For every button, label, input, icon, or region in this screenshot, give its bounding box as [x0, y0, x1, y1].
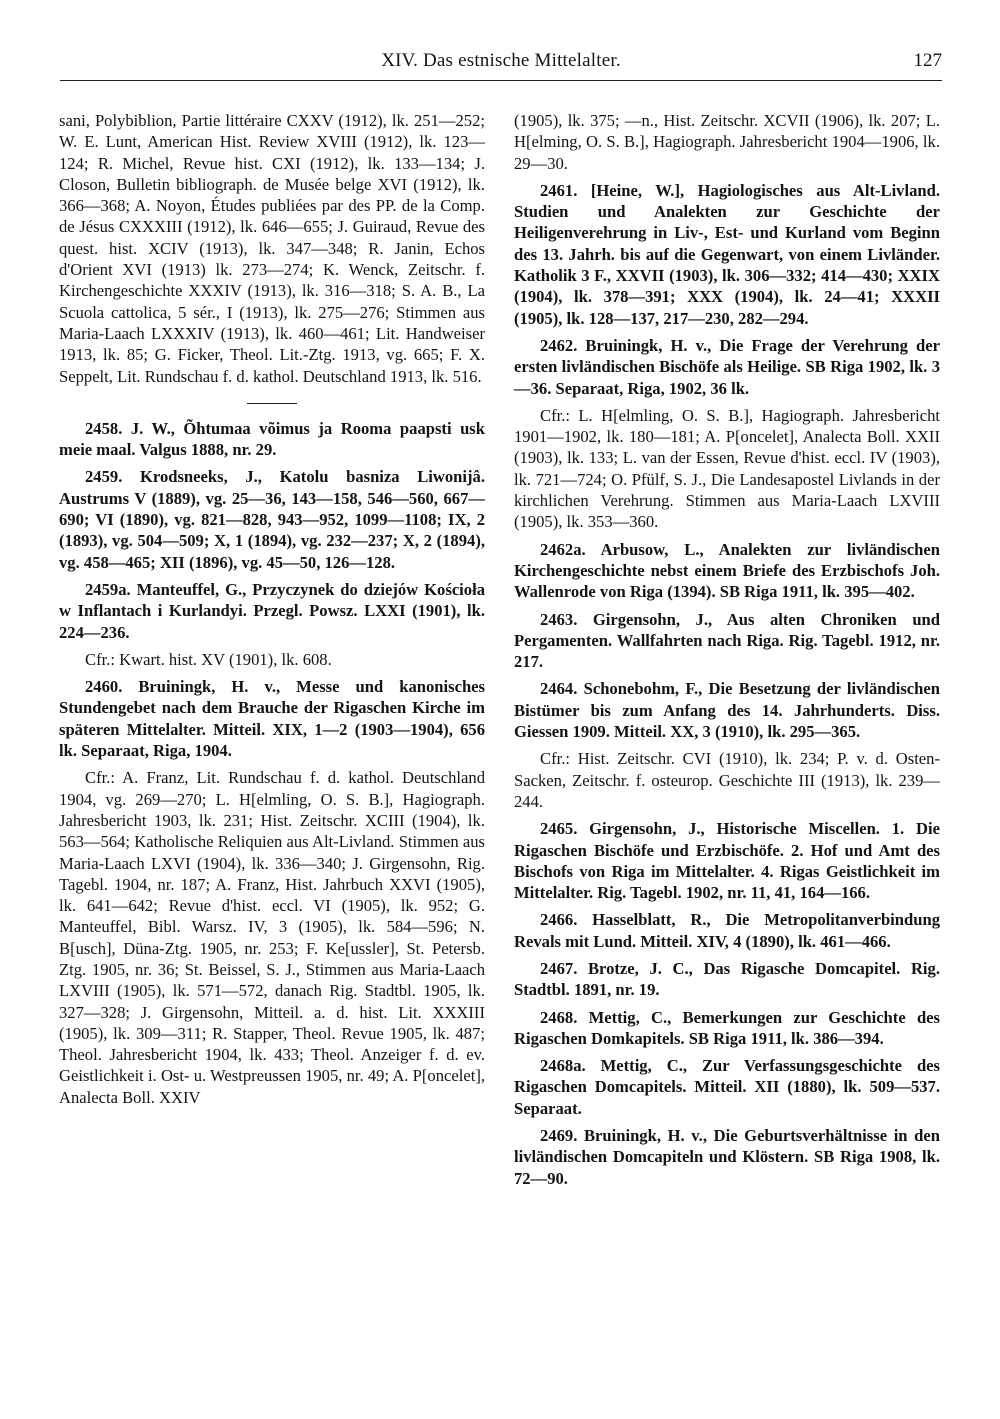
- entry-2458: 2458. J. W., Õhtumaa võimus ja Rooma paapsti usk meie maal. Valgus 1888, nr. 29.: [59, 418, 485, 460]
- entry-2460: 2460. Bruiningk, H. v., Messe und kanonisches Stundengebet nach dem Brauche der Rigaschen Kirche im späteren Mittelalter. Mitteil. XIX, 1—2 (1903—1904), 656 lk. Separaat, Riga, 1904.: [59, 677, 485, 761]
- entry-2466: 2466. Hasselblatt, R., Die Metropolitanverbindung Revals mit Lund. Mitteil. XIV, 4 (1890), lk. 461—466.: [514, 910, 940, 951]
- page-number: 127: [913, 50, 942, 71]
- running-title: XIV. Das estnische Mittelalter.: [381, 50, 621, 71]
- entry-2468a: 2468a. Mettig, C., Zur Verfassungsgeschichte des Rigaschen Domcapitels. Mitteil. XII (1880), lk. 509—537. Separaat.: [514, 1056, 940, 1118]
- left-column: [59, 110, 485, 1114]
- continued-reviews-text: sani, Polybiblion, Partie littéraire CXXV (1912), lk. 251—252; W. E. Lunt, American Hist. Review XVIII (1912), lk. 123—124; R. Michel, Revue hist. CXI (1912), lk. 133—134; J. Closon, Bulletin bibliograph. de Musée belge XVI (1912), lk. 366—368; A. Noyon, Études publiées par des PP. de la Comp. de Jésus CXXXIII (1912), lk. 646—655; J. Guiraud, Revue des quest. hist. XCIV (1913), lk. 347—348; R. Janin, Echos d'Orient XVI (1913) lk. 273—274; K. Wenck, Zeitschr. f. Kirchengeschichte XXXIV (1913), lk. 316—318; S. A. B., La Scuola cattolica, 5 sér., I (1913), lk. 275—276; Stimmen aus Maria-Laach LXXXIV (1913), lk. 460—461; Lit. Handweiser 1913, lk. 85; G. Ficker, Theol. Lit.-Ztg. 1913, vg. 665; F. X. Seppelt, Lit. Rundschau f. d. kathol. Deutschland 1913, lk. 516.: [59, 111, 485, 386]
- entry-2467: 2467. Brotze, J. C., Das Rigasche Domcapitel. Rig. Stadtbl. 1891, nr. 19.: [514, 958, 940, 1000]
- cfr-2459a: Cfr.: Kwart. hist. XV (1901), lk. 608.: [85, 649, 332, 669]
- continued-cfr-text: (1905), lk. 375; —n., Hist. Zeitschr. XCVII (1906), lk. 207; L. H[elming, O. S. B.], Hagiograph. Jahresbericht 1904—1906, lk. 29—30.: [514, 111, 940, 173]
- entry-2459a: 2459a. Manteuffel, G., Przyczynek do dziejów Kościoła w Inflantach i Kurlandyi. Przegl. Powsz. LXXI (1901), lk. 224—236.: [59, 579, 485, 642]
- page-header: [60, 46, 942, 81]
- entry-2462a: 2462a. Arbusow, L., Analekten zur livländischen Kirchengeschichte nebst einem Briefe des Erzbischofs Joh. Wallenrode von Riga (1394). SB Riga 1911, lk. 395—402.: [514, 539, 940, 602]
- entry-2468: 2468. Mettig, C., Bemerkungen zur Geschichte des Rigaschen Domkapitels. SB Riga 1911, lk. 386—394.: [514, 1007, 940, 1048]
- entry-2469: 2469. Bruiningk, H. v., Die Geburtsverhältnisse in den livländischen Domcapiteln und Klöstern. SB Riga 1908, lk. 72—90.: [514, 1126, 940, 1188]
- entry-2465: 2465. Girgensohn, J., Historische Miscellen. 1. Die Rigaschen Bischöfe und Erzbischöfe. 2. Hof und Amt des Bischofs von Riga im Mittelalter. 4. Rigas Geistlichkeit im Mittelalter. Rig. Tagebl. 1902, nr. 11, 41, 164—166.: [514, 819, 940, 903]
- right-column: [514, 110, 940, 1195]
- cfr-2462: Cfr.: L. H[elmling, O. S. B.], Hagiograph. Jahresbericht 1901—1902, lk. 180—181; A. P[oncelet], Analecta Boll. XXII (1903), lk. 133; L. van der Essen, Revue d'hist. eccl. IV (1903), lk. 721—724; O. Pfülf, S. J., Die Landesapostel Livlands in der kirchlichen Verehrung. Stimmen aus Maria-Laach LXVIII (1905), lk. 353—360.: [514, 405, 940, 532]
- section-divider: [247, 403, 297, 404]
- entry-2461: 2461. [Heine, W.], Hagiologisches aus Alt-Livland. Studien und Analekten zur Geschichte der Heiligenverehrung in Liv-, Est- und Kurland vom Beginn des 13. Jahrh. bis auf die Gegenwart, von einem Livländer. Katholik 3 F., XXVII (1903), lk. 306—332; 414—430; XXIX (1904), lk. 378—391; XXX (1904), lk. 24—41; XXXII (1905), lk. 128—137, 217—230, 282—294.: [514, 180, 940, 328]
- entry-2464: 2464. Schonebohm, F., Die Besetzung der livländischen Bistümer bis zum Anfang des 14. Jahrhunderts. Diss. Giessen 1909. Mitteil. XX, 3 (1910), lk. 295—365.: [514, 679, 940, 742]
- entry-2462: 2462. Bruiningk, H. v., Die Frage der Verehrung der ersten livländischen Bischöfe als Heilige. SB Riga 1902, lk. 3—36. Separaat, Riga, 1902, 36 lk.: [514, 335, 940, 398]
- cfr-2464: Cfr.: Hist. Zeitschr. CVI (1910), lk. 234; P. v. d. Osten-Sacken, Zeitschr. f. osteurop. Geschichte III (1913), lk. 239—244.: [514, 749, 940, 811]
- entry-2459: 2459. Krodsneeks, J., Katolu basniza Liwonijâ. Austrums V (1889), vg. 25—36, 143—158, 546—560, 667—690; VI (1890), vg. 821—828, 943—952, 1099—1108; IX, 2 (1893), vg. 504—509; X, 1 (1894), vg. 232—237; X, 2 (1894), vg. 458—465; XII (1896), vg. 45—50, 126—128.: [59, 467, 485, 572]
- entry-2463: 2463. Girgensohn, J., Aus alten Chroniken und Pergamenten. Wallfahrten nach Riga. Rig. Tagebl. 1912, nr. 217.: [514, 609, 940, 672]
- cfr-2460: Cfr.: A. Franz, Lit. Rundschau f. d. kathol. Deutschland 1904, vg. 269—270; L. H[elmling, O. S. B.], Hagiograph. Jahresbericht 1903, lk. 231; Hist. Zeitschr. XCIII (1904), lk. 563—564; Katholische Reliquien aus Alt-Livland. Stimmen aus Maria-Laach LXVI (1904), lk. 336—340; J. Girgensohn, Rig. Tagebl. 1904, nr. 187; A. Franz, Hist. Jahrbuch XXVI (1905), lk. 641—642; Revue d'hist. eccl. VI (1905), lk. 952; G. Manteuffel, Bibl. Warsz. IV, 3 (1905), lk. 584—596; N. B[usch], Düna-Ztg. 1905, nr. 253; F. Ke[ussler], St. Petersb. Ztg. 1905, nr. 36; St. Beissel, S. J., Stimmen aus Maria-Laach LXVIII (1905), lk. 571—572, danach Rig. Stadtbl. 1905, lk. 327—328; J. Girgensohn, Mitteil. a. d. hist. Lit. XXXIII (1905), lk. 309—311; R. Stapper, Theol. Revue 1905, lk. 487; Theol. Jahresbericht 1904, lk. 433; Theol. Anzeiger f. d. ev. Geistlichkeit i. Ost- u. Westpreussen 1905, nr. 49; A. P[oncelet], Analecta Boll. XXIV: [59, 768, 485, 1107]
